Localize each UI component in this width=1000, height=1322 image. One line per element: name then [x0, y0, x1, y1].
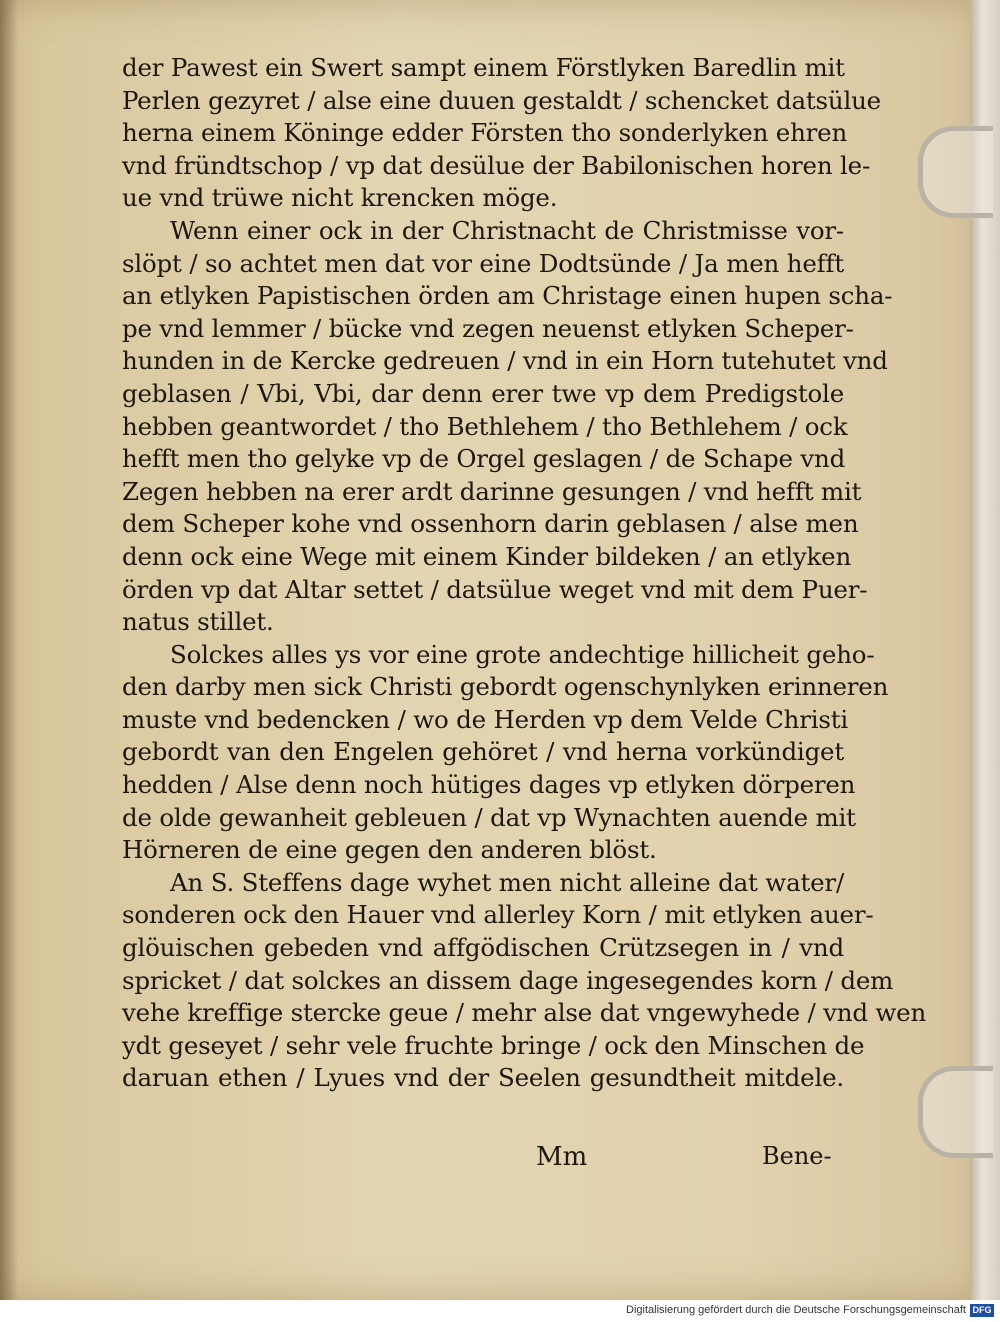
- text-line: ue vnd trüwe nicht krencken möge.: [122, 183, 558, 213]
- text-line: vehe kreffige stercke geue / mehr alse dat vngewyhede / vnd wen: [122, 998, 927, 1028]
- text-line: natus stillet.: [122, 607, 274, 637]
- text-line: gebordt van den Engelen gehöret / vnd herna vorkündiget: [122, 737, 844, 767]
- binding-shadow: [0, 0, 18, 1300]
- text-line: pe vnd lemmer / bücke vnd zegen neuenst etlyken Scheper-: [122, 313, 854, 343]
- text-line: Solckes alles ys vor eine grote andechtige hillicheit geho-: [170, 639, 875, 669]
- text-line: denn ock eine Wege mit einem Kinder bildeken / an etlyken: [122, 541, 852, 571]
- footer-bar: [0, 1300, 1000, 1322]
- dfg-logo-icon: DFG: [970, 1304, 994, 1317]
- text-line: sonderen ock den Hauer vnd allerley Korn / mit etlyken auer-: [122, 900, 874, 930]
- text-line: dem Scheper kohe vnd ossenhorn darin geblasen / alse men: [122, 509, 859, 539]
- text-line: Hörneren de eine gegen den anderen blöst.: [122, 835, 657, 865]
- text-line: an etlyken Papistischen örden am Christage einen hupen scha-: [122, 281, 893, 311]
- text-line: den darby men sick Christi gebordt ogenschynlyken erinneren: [122, 672, 889, 702]
- text-line: herna einem Köninge edder Försten tho sonderlyken ehren: [122, 118, 848, 148]
- text-line: Zegen hebben na erer ardt darinne gesungen / vnd hefft mit: [122, 476, 862, 506]
- text-line: geblasen / Vbi, Vbi, dar denn erer twe vp dem Predigstole: [122, 378, 844, 408]
- text-line: glöuischen gebeden vnd affgödischen Crützsegen in / vnd: [122, 933, 844, 963]
- text-line: hebben geantwordet / tho Bethlehem / tho Bethlehem / ock: [122, 411, 848, 441]
- footer-credit: Digitalisierung gefördert durch die Deutsche Forschungsgemeinschaft: [626, 1304, 966, 1316]
- text-line: hefft men tho gelyke vp de Orgel geslagen / de Schape vnd: [122, 444, 846, 474]
- text-line: de olde gewanheit gebleuen / dat vp Wynachten auende mit: [122, 802, 856, 832]
- text-line: daruan ethen / Lyues vnd der Seelen gesundtheit mitdele.: [122, 1063, 844, 1093]
- text-line: hedden / Alse denn noch hütiges dages vp etlyken dörperen: [122, 770, 856, 800]
- text-line: ydt geseyet / sehr vele fruchte bringe / ock den Minschen de: [122, 1030, 865, 1060]
- page-clip-bottom-icon: [918, 1066, 993, 1158]
- text-line: An S. Steffens dage wyhet men nicht alleine dat water/: [170, 867, 844, 897]
- text-line: der Pawest ein Swert sampt einem Förstlyken Baredlin mit: [122, 53, 845, 82]
- signature-mark: Mm: [536, 1142, 588, 1172]
- text-line: hunden in de Kercke gedreuen / vnd in ein Horn tutehutet vnd: [122, 346, 888, 376]
- text-line: slöpt / so achtet men dat vor eine Dodtsünde / Ja men hefft: [122, 248, 844, 278]
- catchword: Bene-: [762, 1142, 832, 1170]
- text-line: Wenn einer ock in der Christnacht de Christmisse vor-: [170, 215, 844, 245]
- text-line: vnd fründtschop / vp dat desülue der Babilonischen horen le-: [122, 150, 871, 180]
- body-text: [122, 52, 927, 1095]
- text-line: muste vnd bedencken / wo de Herden vp dem Velde Christi: [122, 704, 849, 734]
- text-line: spricket / dat solckes an dissem dage ingesegendes korn / dem: [122, 965, 894, 995]
- text-line: Perlen gezyret / alse eine duuen gestaldt / schencket datsülue: [122, 85, 881, 115]
- page-clip-top-icon: [918, 126, 993, 218]
- text-line: örden vp dat Altar settet / datsülue weget vnd mit dem Puer-: [122, 574, 868, 604]
